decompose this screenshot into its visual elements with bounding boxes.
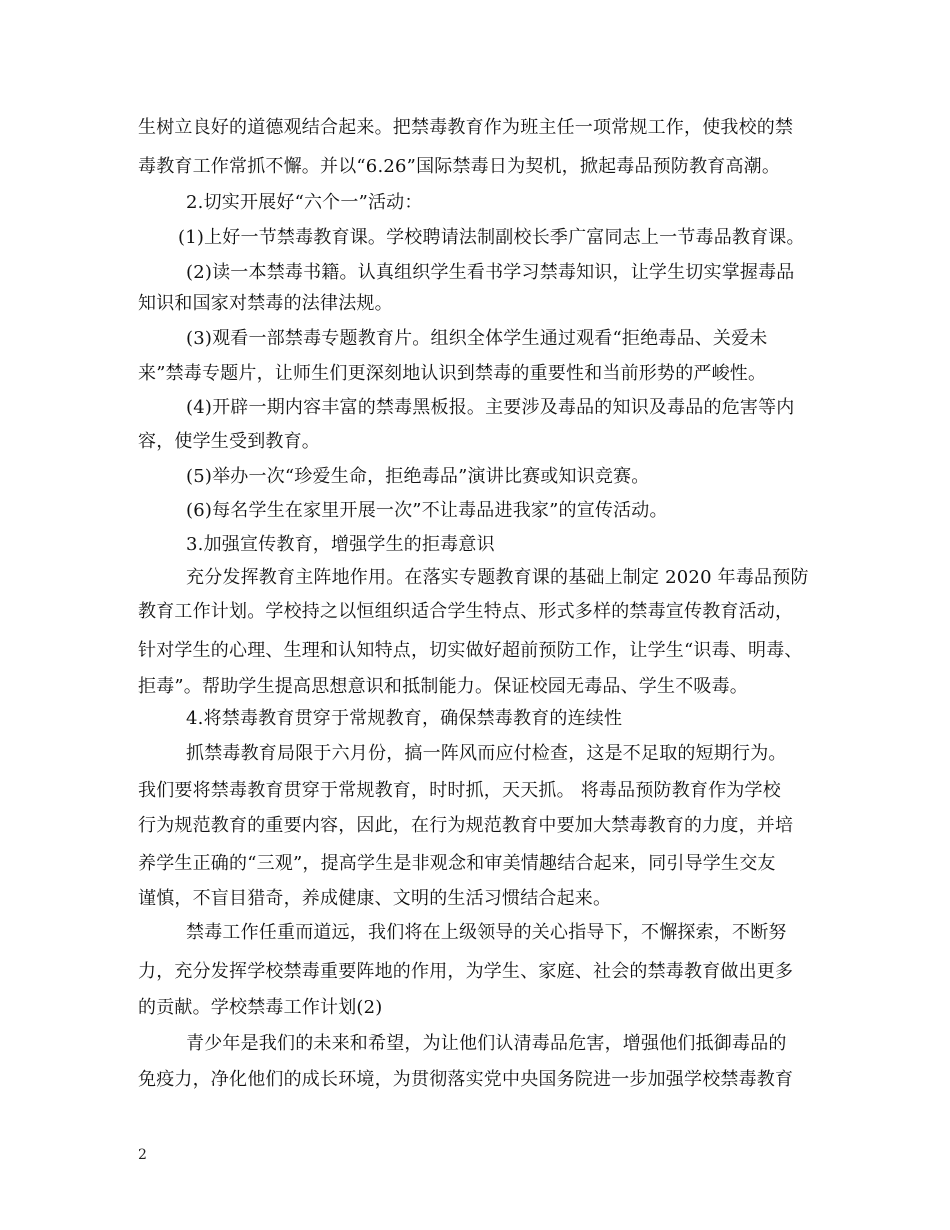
text-line: (6)每名学生在家里开展一次”不让毒品进我家”的宣传活动。: [186, 500, 668, 521]
text-line: 青少年是我们的未来和希望，为让他们认清毒品危害，增强他们抵御毒品的: [186, 1033, 787, 1054]
text-line: 拒毒”。帮助学生提高思想意识和抵制能力。保证校园无毒品、学生不吸毒。: [138, 676, 748, 697]
text-line: 教育工作计划。学校持之以恒组织适合学生特点、形式多样的禁毒宣传教育活动，: [138, 601, 794, 622]
text-line: 我们要将禁毒教育贯穿于常规教育，时时抓，天天抓。 将毒品预防教育作为学校: [138, 780, 781, 801]
text-line: 生树立良好的道德观结合起来。把禁毒教育作为班主任一项常规工作，使我校的禁: [138, 117, 794, 138]
text-line: 力，充分发挥学校禁毒重要阵地的作用，为学生、家庭、社会的禁毒教育做出更多: [138, 961, 794, 982]
text-line: 的贡献。学校禁毒工作计划(2): [138, 997, 383, 1018]
text-line: (2)读一本禁毒书籍。认真组织学生看书学习禁毒知识，让学生切实掌握毒品: [186, 262, 795, 283]
text-line: 容，使学生受到教育。: [138, 431, 320, 452]
text-line: 4.将禁毒教育贯穿于常规教育，确保禁毒教育的连续性: [186, 708, 623, 729]
text-line: 养学生正确的“三观”，提高学生是非观念和审美情趣结合起来，同引导学生交友: [138, 853, 776, 874]
text-line: 知识和国家对禁毒的法律法规。: [138, 293, 393, 314]
text-line: 充分发挥教育主阵地作用。在落实专题教育课的基础上制定 2020 年毒品预防: [186, 567, 809, 588]
text-line: 针对学生的心理、生理和认知特点，切实做好超前预防工作，让学生“识毒、明毒、: [138, 640, 803, 661]
text-line: 2.切实开展好“六个一”活动：: [186, 192, 423, 213]
text-line: 来”禁毒专题片，让师生们更深刻地认识到禁毒的重要性和当前形势的严峻性。: [138, 363, 767, 384]
text-line: 禁毒工作任重而道远，我们将在上级领导的关心指导下，不懈探索，不断努: [186, 922, 787, 943]
text-line: (1)上好一节禁毒教育课。学校聘请法制副校长季广富同志上一节毒品教育课。: [178, 227, 805, 248]
text-line: 行为规范教育的重要内容，因此，在行为规范教育中要加大禁毒教育的力度，并培: [138, 815, 794, 836]
text-line: 谨慎，不盲目猎奇，养成健康、文明的生活习惯结合起来。: [138, 888, 612, 909]
text-line: 免疫力，净化他们的成长环境，为贯彻落实党中央国务院进一步加强学校禁毒教育: [138, 1069, 794, 1090]
text-line: (3)观看一部禁毒专题教育片。组织全体学生通过观看“拒绝毒品、关爱未: [186, 328, 768, 349]
text-line: (4)开辟一期内容丰富的禁毒黑板报。主要涉及毒品的知识及毒品的危害等内: [186, 397, 795, 418]
text-line: 3.加强宣传教育，增强学生的拒毒意识: [186, 534, 495, 555]
text-line: 抓禁毒教育局限于六月份，搞一阵风而应付检查，这是不足取的短期行为。: [186, 743, 787, 764]
text-line: (5)举办一次“珍爱生命，拒绝毒品”演讲比赛或知识竞赛。: [186, 466, 650, 487]
page-number: 2: [138, 1147, 147, 1163]
text-line: 毒教育工作常抓不懈。并以“6.26”国际禁毒日为契机，掀起毒品预防教育高潮。: [138, 156, 781, 177]
